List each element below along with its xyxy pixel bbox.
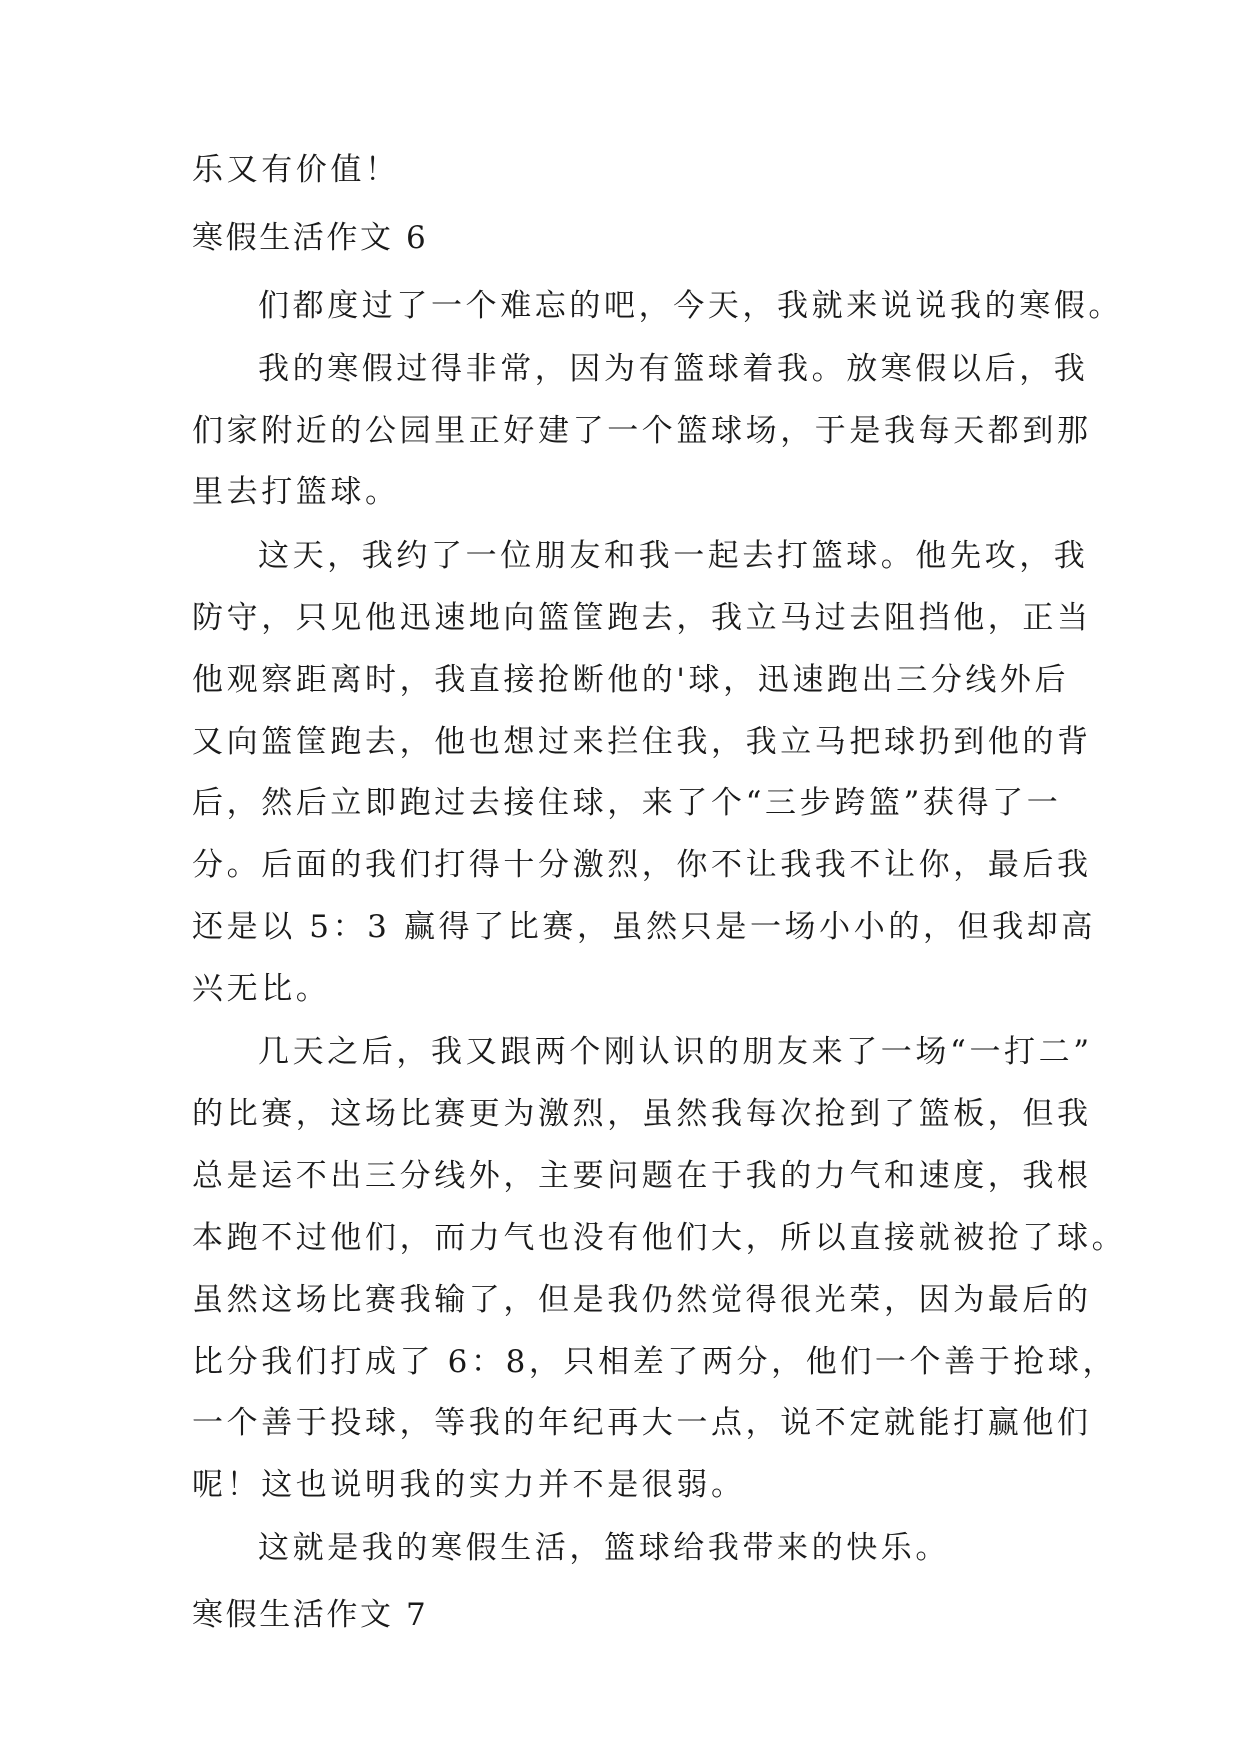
text-line: 这天，我约了一位朋友和我一起去打篮球。他先攻，我 [258, 538, 1089, 574]
text-line: 后，然后立即跑过去接住球，来了个“三步跨篮”获得了一 [192, 785, 1062, 821]
text-line: 他观察距离时，我直接抢断他的'球，迅速跑出三分线外后 [192, 662, 1070, 698]
text-line: 比分我们打成了 6：8，只相差了两分，他们一个善于抢球， [192, 1344, 1118, 1380]
text-line: 虽然这场比赛我输了，但是我仍然觉得很光荣，因为最后的 [192, 1282, 1092, 1318]
text-line: 几天之后，我又跟两个刚认识的朋友来了一场“一打二” [258, 1034, 1093, 1070]
text-line: 们家附近的公园里正好建了一个篮球场，于是我每天都到那 [192, 413, 1092, 449]
text-line: 里去打篮球。 [192, 474, 400, 510]
section-heading: 寒假生活作文 7 [192, 1597, 429, 1633]
text-line: 又向篮筐跑去，他也想过来拦住我，我立马把球扔到他的背 [192, 724, 1092, 760]
text-line: 兴无比。 [192, 971, 331, 1007]
text-line: 本跑不过他们，而力气也没有他们大，所以直接就被抢了球。 [192, 1220, 1127, 1256]
text-line: 还是以 5：3 赢得了比赛，虽然只是一场小小的，但我却高 [192, 909, 1096, 945]
text-line: 防守，只见他迅速地向篮筐跑去，我立马过去阻挡他，正当 [192, 600, 1092, 636]
text-line: 分。后面的我们打得十分激烈，你不让我我不让你，最后我 [192, 847, 1092, 883]
text-line: 乐又有价值！ [192, 152, 400, 188]
text-line: 的比赛，这场比赛更为激烈，虽然我每次抢到了篮板，但我 [192, 1096, 1092, 1132]
text-line: 们都度过了一个难忘的吧，今天，我就来说说我的寒假。 [258, 288, 1123, 324]
section-heading: 寒假生活作文 6 [192, 220, 429, 256]
text-line: 一个善于投球，等我的年纪再大一点，说不定就能打赢他们 [192, 1405, 1092, 1441]
text-line: 总是运不出三分线外，主要问题在于我的力气和速度，我根 [192, 1158, 1092, 1194]
text-line: 这就是我的寒假生活，篮球给我带来的快乐。 [258, 1530, 950, 1566]
text-line: 我的寒假过得非常，因为有篮球着我。放寒假以后，我 [258, 351, 1089, 387]
text-line: 呢！这也说明我的实力并不是很弱。 [192, 1467, 746, 1503]
